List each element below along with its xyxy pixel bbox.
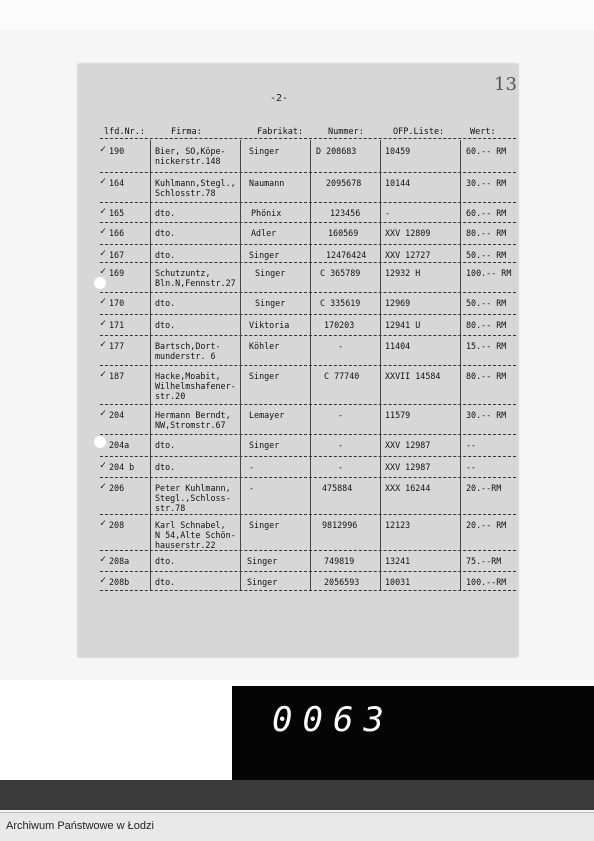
check-mark: ✓: [100, 206, 107, 217]
cell-ofp: 12932 H: [385, 268, 421, 278]
column-divider: [460, 456, 461, 477]
cell-fabrikat: Phönix: [251, 208, 282, 218]
column-divider: [150, 262, 151, 292]
column-divider: [460, 222, 461, 244]
cell-ofp: -: [385, 208, 391, 218]
top-margin: [0, 0, 594, 30]
cell-ofp: XXV 12987: [385, 440, 431, 450]
cell-nummer: 9812996: [322, 520, 358, 530]
cell-fabrikat: -: [249, 483, 255, 493]
column-divider: [150, 404, 151, 434]
column-divider: [150, 292, 151, 314]
punch-hole: [94, 436, 106, 448]
cell-fabrikat: Adler: [251, 228, 277, 238]
cell-nummer: 2056593: [324, 577, 360, 587]
scan-dark-strip: [0, 780, 594, 810]
check-mark: ✓: [100, 408, 107, 419]
header-nummer: Nummer:: [328, 127, 364, 137]
cell-nummer: -: [338, 341, 344, 351]
cell-lfd: 208: [109, 520, 125, 530]
cell-fabrikat: Singer: [255, 298, 286, 308]
cell-firma: dto.: [155, 298, 176, 308]
cell-nummer: 12476424: [326, 250, 367, 260]
cell-wert: 15.-- RM: [466, 341, 507, 351]
column-divider: [240, 140, 241, 172]
cell-lfd: 204a: [109, 440, 130, 450]
row-rule: [100, 365, 516, 366]
cell-wert: --: [466, 462, 477, 472]
cell-wert: 30.-- RM: [466, 410, 507, 420]
cell-wert: 80.-- RM: [466, 320, 507, 330]
header-lfd: lfd.Nr.:: [104, 127, 145, 137]
column-divider: [310, 550, 311, 571]
column-divider: [150, 571, 151, 590]
cell-fabrikat: Naumann: [249, 178, 285, 188]
column-divider: [380, 365, 381, 404]
cell-ofp: XXV 12727: [385, 250, 431, 260]
check-mark: ✓: [100, 369, 107, 380]
column-divider: [380, 314, 381, 335]
header-wert: Wert:: [470, 127, 496, 137]
column-divider: [150, 202, 151, 222]
cell-nummer: 475884: [322, 483, 353, 493]
column-divider: [240, 514, 241, 550]
column-divider: [380, 434, 381, 456]
column-divider: [380, 404, 381, 434]
cell-ofp: 10031: [385, 577, 411, 587]
cell-wert: 60.-- RM: [466, 146, 507, 156]
cell-fabrikat: Viktoria: [249, 320, 290, 330]
cell-lfd: 164: [109, 178, 125, 188]
cell-lfd: 208a: [109, 556, 130, 566]
row-rule: [100, 262, 516, 263]
cell-firma: Peter Kuhlmann, Stegl.,Schloss- str.78: [155, 483, 231, 513]
column-divider: [150, 172, 151, 202]
cell-firma: Kuhlmann,Stegl., Schlosstr.78: [155, 178, 236, 198]
column-divider: [310, 244, 311, 262]
row-rule: [100, 172, 516, 173]
cell-firma: dto.: [155, 228, 176, 238]
column-divider: [240, 434, 241, 456]
column-divider: [460, 244, 461, 262]
cell-fabrikat: Singer: [249, 371, 280, 381]
column-divider: [310, 477, 311, 514]
column-divider: [240, 335, 241, 365]
cell-ofp: XXX 16244: [385, 483, 431, 493]
cell-nummer: -: [338, 440, 344, 450]
column-divider: [380, 292, 381, 314]
check-mark: ✓: [100, 296, 107, 307]
cell-wert: --: [466, 440, 477, 450]
column-divider: [460, 314, 461, 335]
column-divider: [240, 202, 241, 222]
column-divider: [150, 335, 151, 365]
cell-nummer: 749819: [324, 556, 355, 566]
cell-firma: Karl Schnabel, N 54,Alte Schön- hauserstr.22: [155, 520, 236, 550]
cell-fabrikat: Köhler: [249, 341, 280, 351]
row-rule: [100, 477, 516, 478]
column-divider: [150, 514, 151, 550]
check-mark: ✓: [100, 518, 107, 529]
column-divider: [240, 477, 241, 514]
check-mark: ✓: [100, 176, 107, 187]
cell-firma: dto.: [155, 462, 176, 472]
cell-firma: dto.: [155, 577, 176, 587]
cell-lfd: 177: [109, 341, 125, 351]
cell-ofp: 13241: [385, 556, 411, 566]
column-divider: [150, 434, 151, 456]
column-divider: [310, 172, 311, 202]
check-mark: ✓: [100, 266, 107, 277]
column-divider: [460, 514, 461, 550]
cell-ofp: 10459: [385, 146, 411, 156]
cell-nummer: C 77740: [324, 371, 360, 381]
cell-nummer: -: [338, 462, 344, 472]
column-divider: [380, 477, 381, 514]
cell-ofp: XXV 12809: [385, 228, 431, 238]
column-divider: [460, 140, 461, 172]
column-divider: [380, 140, 381, 172]
cell-firma: dto.: [155, 208, 176, 218]
footer-bar: [0, 812, 594, 841]
column-divider: [310, 404, 311, 434]
check-mark: ✓: [100, 226, 107, 237]
handwritten-folio-number: 13: [494, 74, 517, 95]
cell-lfd: 167: [109, 250, 125, 260]
cell-fabrikat: Singer: [249, 520, 280, 530]
cell-wert: 50.-- RM: [466, 298, 507, 308]
cell-lfd: 204: [109, 410, 125, 420]
column-divider: [460, 477, 461, 514]
column-divider: [380, 550, 381, 571]
cell-ofp: 11579: [385, 410, 411, 420]
row-rule: [100, 456, 516, 457]
cell-lfd: 165: [109, 208, 125, 218]
cell-firma: dto.: [155, 320, 176, 330]
cell-firma: Bartsch,Dort- munderstr. 6: [155, 341, 221, 361]
cell-ofp: 12123: [385, 520, 411, 530]
column-divider: [460, 404, 461, 434]
cell-fabrikat: Singer: [249, 440, 280, 450]
cell-wert: 100.--RM: [466, 577, 507, 587]
column-divider: [150, 222, 151, 244]
cell-lfd: 166: [109, 228, 125, 238]
column-divider: [240, 314, 241, 335]
cell-nummer: 160569: [328, 228, 359, 238]
archive-frame-number: 0063: [272, 700, 394, 740]
cell-wert: 80.-- RM: [466, 228, 507, 238]
column-divider: [380, 571, 381, 590]
cell-firma: dto.: [155, 250, 176, 260]
column-divider: [460, 292, 461, 314]
cell-fabrikat: Singer: [255, 268, 286, 278]
row-rule: [100, 292, 516, 293]
cell-fabrikat: Lemayer: [249, 410, 285, 420]
header-firma: Firma:: [171, 127, 202, 137]
cell-firma: Bier, SO,Köpe- nickerstr.148: [155, 146, 226, 166]
column-divider: [380, 172, 381, 202]
cell-lfd: 206: [109, 483, 125, 493]
cell-nummer: -: [338, 410, 344, 420]
cell-fabrikat: Singer: [247, 577, 278, 587]
column-divider: [380, 262, 381, 292]
cell-firma: dto.: [155, 440, 176, 450]
cell-lfd: 169: [109, 268, 125, 278]
cell-wert: 50.-- RM: [466, 250, 507, 260]
cell-nummer: C 365789: [320, 268, 361, 278]
cell-wert: 75.--RM: [466, 556, 502, 566]
column-divider: [310, 456, 311, 477]
cell-ofp: 12941 U: [385, 320, 421, 330]
row-rule: [100, 335, 516, 336]
cell-nummer: 2095678: [326, 178, 362, 188]
column-divider: [460, 202, 461, 222]
column-divider: [310, 571, 311, 590]
column-divider: [240, 571, 241, 590]
cell-lfd: 171: [109, 320, 125, 330]
archive-credit: Archiwum Państwowe w Łodzi: [6, 820, 154, 832]
cell-lfd: 204 b: [109, 462, 135, 472]
column-divider: [310, 434, 311, 456]
header-ofp: OFP.Liste:: [393, 127, 445, 137]
row-rule: [100, 314, 516, 315]
column-divider: [150, 365, 151, 404]
cell-wert: 20.-- RM: [466, 520, 507, 530]
cell-nummer: D 208683: [316, 146, 357, 156]
cell-lfd: 170: [109, 298, 125, 308]
column-divider: [240, 456, 241, 477]
column-divider: [310, 335, 311, 365]
column-divider: [380, 202, 381, 222]
row-rule: [100, 571, 516, 572]
column-divider: [240, 404, 241, 434]
check-mark: ✓: [100, 318, 107, 329]
column-divider: [310, 314, 311, 335]
column-divider: [240, 172, 241, 202]
column-divider: [240, 222, 241, 244]
column-divider: [380, 456, 381, 477]
column-divider: [460, 571, 461, 590]
cell-firma: dto.: [155, 556, 176, 566]
cell-ofp: 11404: [385, 341, 411, 351]
column-divider: [240, 244, 241, 262]
row-rule: [100, 404, 516, 405]
column-divider: [310, 222, 311, 244]
row-rule: [100, 222, 516, 223]
cell-lfd: 187: [109, 371, 125, 381]
check-mark: ✓: [100, 144, 107, 155]
column-divider: [460, 335, 461, 365]
column-divider: [380, 244, 381, 262]
cell-firma: Schutzuntz, Bln.N,Fennstr.27: [155, 268, 236, 288]
column-divider: [460, 550, 461, 571]
check-mark: ✓: [100, 248, 107, 259]
page-number: -2-: [270, 93, 289, 104]
cell-wert: 30.-- RM: [466, 178, 507, 188]
cell-nummer: 123456: [330, 208, 361, 218]
column-divider: [380, 335, 381, 365]
column-divider: [460, 172, 461, 202]
column-divider: [150, 550, 151, 571]
column-divider: [310, 514, 311, 550]
document-sheet: [78, 64, 518, 657]
cell-ofp: XXVII 14584: [385, 371, 441, 381]
header-rule: [100, 138, 516, 139]
column-divider: [310, 202, 311, 222]
column-divider: [150, 314, 151, 335]
column-divider: [240, 292, 241, 314]
column-divider: [310, 365, 311, 404]
punch-hole: [94, 277, 106, 289]
check-mark: ✓: [100, 460, 107, 471]
cell-wert: 20.--RM: [466, 483, 502, 493]
check-mark: ✓: [100, 339, 107, 350]
cell-lfd: 190: [109, 146, 125, 156]
cell-firma: Hermann Berndt, NW,Stromstr.67: [155, 410, 231, 430]
cell-nummer: C 335619: [320, 298, 361, 308]
cell-fabrikat: Singer: [249, 250, 280, 260]
row-rule: [100, 514, 516, 515]
column-divider: [240, 262, 241, 292]
row-rule: [100, 244, 516, 245]
column-divider: [240, 365, 241, 404]
column-divider: [310, 292, 311, 314]
column-divider: [380, 222, 381, 244]
check-mark: ✓: [100, 481, 107, 492]
row-rule: [100, 434, 516, 435]
column-divider: [310, 262, 311, 292]
row-rule: [100, 590, 516, 591]
cell-wert: 60.-- RM: [466, 208, 507, 218]
cell-wert: 100.-- RM: [466, 268, 512, 278]
cell-fabrikat: Singer: [249, 146, 280, 156]
cell-wert: 80.-- RM: [466, 371, 507, 381]
cell-ofp: 12969: [385, 298, 411, 308]
row-rule: [100, 202, 516, 203]
column-divider: [150, 477, 151, 514]
check-mark: ✓: [100, 575, 107, 586]
check-mark: ✓: [100, 554, 107, 565]
cell-ofp: 10144: [385, 178, 411, 188]
column-divider: [310, 140, 311, 172]
column-divider: [150, 244, 151, 262]
column-divider: [460, 365, 461, 404]
header-fabrikat: Fabrikat:: [257, 127, 304, 137]
column-divider: [460, 434, 461, 456]
cell-nummer: 170203: [324, 320, 355, 330]
cell-ofp: XXV 12987: [385, 462, 431, 472]
column-divider: [460, 262, 461, 292]
row-rule: [100, 550, 516, 551]
cell-fabrikat: -: [249, 462, 255, 472]
column-divider: [150, 140, 151, 172]
cell-lfd: 208b: [109, 577, 130, 587]
column-divider: [240, 550, 241, 571]
column-divider: [380, 514, 381, 550]
column-divider: [150, 456, 151, 477]
cell-firma: Hacke,Moabit, Wilhelmshafener- str.20: [155, 371, 236, 401]
cell-fabrikat: Singer: [247, 556, 278, 566]
